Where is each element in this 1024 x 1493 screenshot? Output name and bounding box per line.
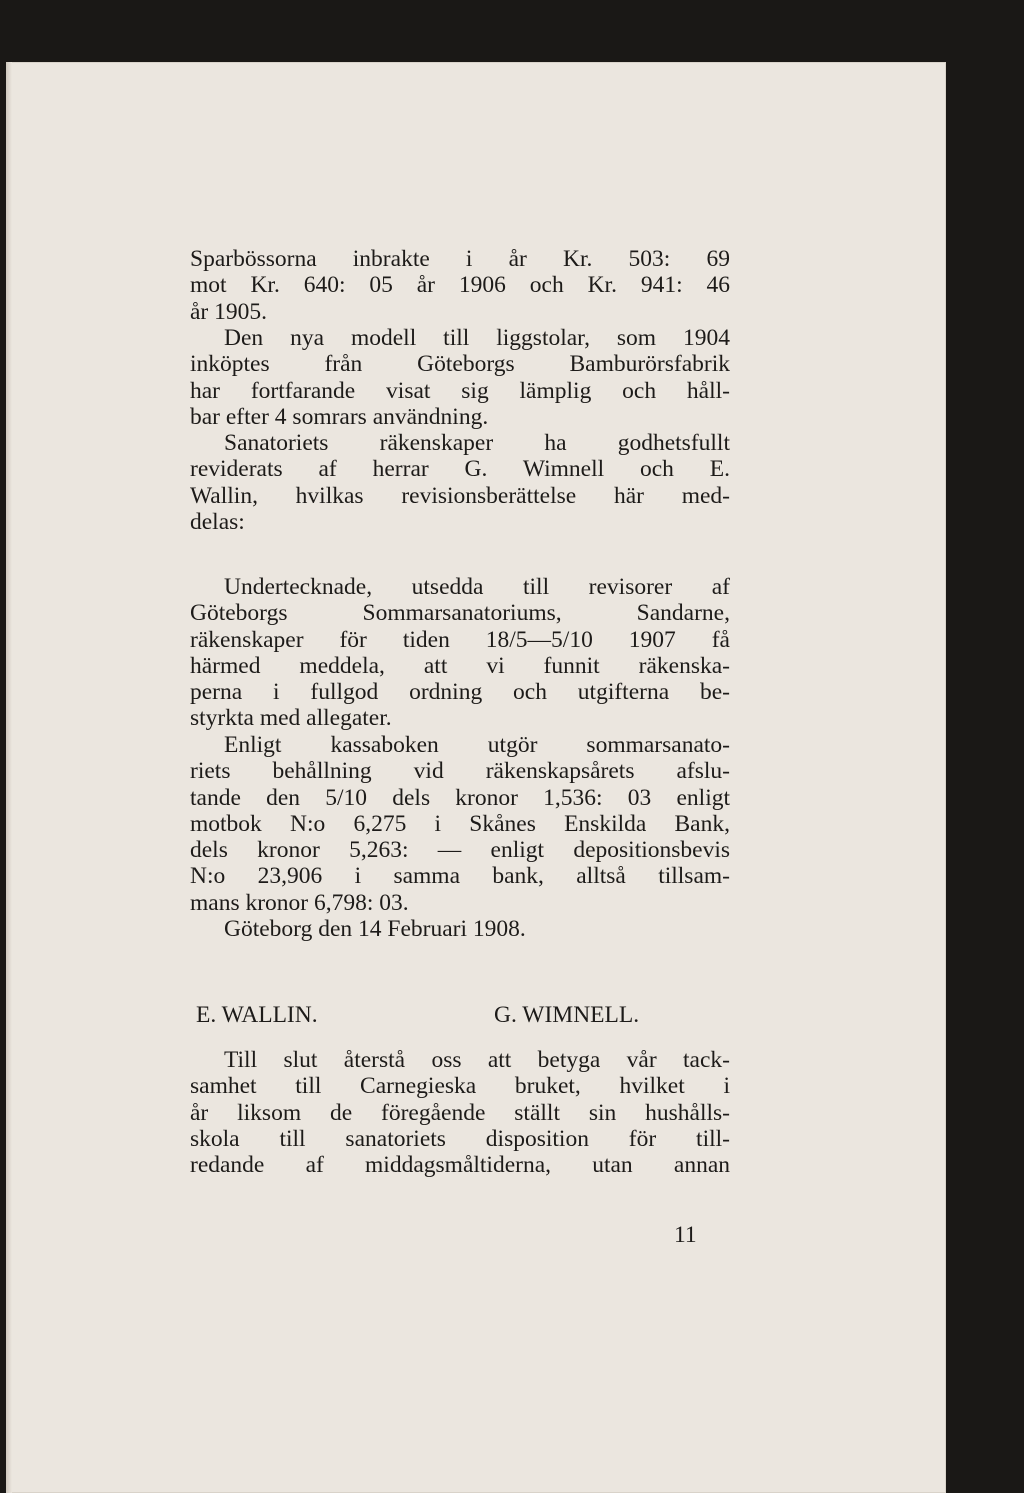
text-line: styrkta med allegater.	[190, 705, 392, 732]
text-line: härmed meddela, att vi funnit räkenska-	[190, 652, 730, 679]
text-line: Sanatoriets räkenskaper ha godhetsfullt	[224, 430, 730, 456]
paragraph-date	[190, 916, 730, 942]
text-line: Göteborg den 14 Februari 1908.	[224, 916, 526, 942]
page-number: 11	[674, 1222, 697, 1248]
paragraph-revision-report	[190, 574, 730, 732]
text-line: räkenskaper för tiden 18/5—5/10 1907 få	[190, 626, 730, 653]
text-line: redande af middagsmåltiderna, utan annan	[190, 1152, 730, 1179]
paragraph-sparbossor	[190, 246, 730, 325]
text-line: N:o 23,906 i samma bank, alltså tillsam-	[190, 863, 730, 890]
text-line: inköptes från Göteborgs Bamburörsfabrik	[190, 351, 730, 378]
document-page	[6, 62, 946, 1493]
text-line: delas:	[190, 508, 245, 535]
text-line: mans kronor 6,798: 03.	[190, 889, 409, 916]
paragraph-rakenskaper	[190, 430, 730, 535]
text-line: Till slut återstå oss att betyga vår tack-	[224, 1047, 730, 1073]
signature-wallin: E. WALLIN.	[196, 1002, 318, 1028]
paragraph-carnegieska	[190, 1047, 730, 1178]
text-line: Den nya modell till liggstolar, som 1904	[224, 325, 730, 351]
paragraph-liggstolar	[190, 325, 730, 430]
text-line: perna i fullgod ordning och utgifterna be-	[190, 679, 730, 706]
text-line: dels kronor 5,263: — enligt depositionsbevis	[190, 837, 730, 864]
text-line: mot Kr. 640: 05 år 1906 och Kr. 941: 46	[190, 272, 730, 299]
text-line: samhet till Carnegieska bruket, hvilket i	[190, 1073, 730, 1100]
text-line: skola till sanatoriets disposition för till-	[190, 1125, 730, 1152]
text-line: Sparbössorna inbrakte i år Kr. 503: 69	[190, 246, 730, 272]
text-line: Wallin, hvilkas revisionsberättelse här med-	[190, 482, 730, 509]
text-line: bar efter 4 somrars användning.	[190, 403, 489, 430]
paragraph-kassabok	[190, 732, 730, 916]
text-line: Undertecknade, utsedda till revisorer af	[224, 574, 730, 600]
text-line: Enligt kassaboken utgör sommarsanato-	[224, 732, 730, 758]
text-line: år 1905.	[190, 298, 268, 325]
text-line: tande den 5/10 dels kronor 1,536: 03 enligt	[190, 784, 730, 811]
text-line: reviderats af herrar G. Wimnell och E.	[190, 456, 730, 483]
text-line: motbok N:o 6,275 i Skånes Enskilda Bank,	[190, 810, 730, 837]
text-line: år liksom de föregående ställt sin hushålls-	[190, 1099, 730, 1126]
text-line: har fortfarande visat sig lämplig och håll-	[190, 377, 730, 404]
text-line: Göteborgs Sommarsanatoriums, Sandarne,	[190, 600, 730, 627]
signature-wimnell: G. WIMNELL.	[494, 1002, 640, 1028]
text-line: riets behållning vid räkenskapsårets afslu-	[190, 758, 730, 785]
